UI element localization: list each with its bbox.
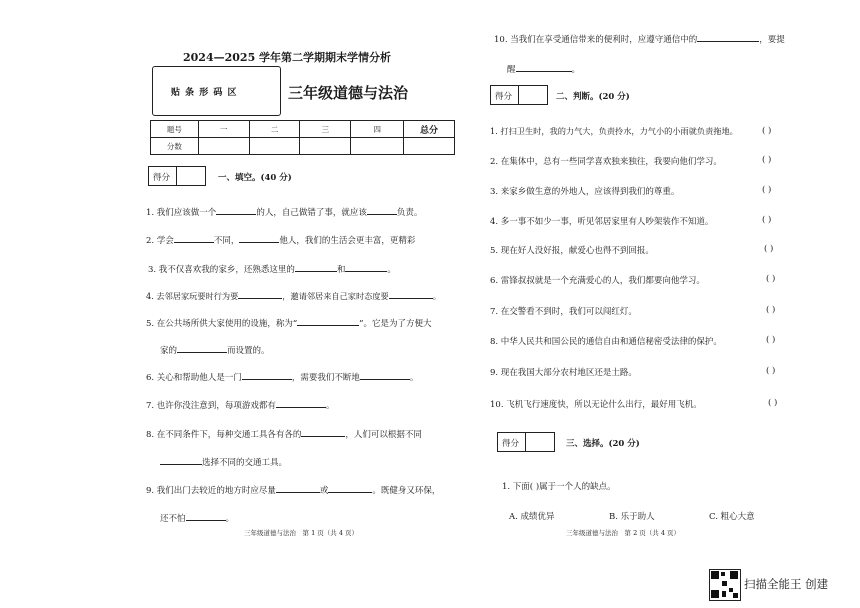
fill-question-2 xyxy=(146,233,415,246)
score-input-cell[interactable] xyxy=(249,138,300,155)
judge-question-10: 10. 飞机飞行速度快，所以无论什么出行，最好用飞机。 xyxy=(490,400,702,410)
question-text: 。 xyxy=(432,291,441,301)
question-text: ”。它是为了方便大 xyxy=(359,319,432,329)
question-text: 。 xyxy=(325,401,335,411)
answer-blank[interactable] xyxy=(301,427,345,437)
judge-answer-paren[interactable]: ( ) xyxy=(762,185,772,195)
answer-blank[interactable] xyxy=(360,370,410,380)
question-text: 。 xyxy=(225,514,235,524)
judge-question-6: 6. 雷锋叔叔就是一个充满爱心的人，我们都要向他学习。 xyxy=(490,276,705,286)
answer-blank[interactable] xyxy=(238,289,282,299)
answer-blank[interactable] xyxy=(697,32,759,42)
question-text: 家的 xyxy=(160,346,178,356)
judge-question-9: 9. 现在我国大部分农村地区还是土路。 xyxy=(490,368,637,378)
question-text: ，人们可以根据不同 xyxy=(345,430,422,440)
choice-question-1: 1. 下面( )属于一个人的缺点。 xyxy=(502,482,616,492)
answer-blank[interactable] xyxy=(276,483,320,493)
score-table-cell: 四 xyxy=(351,121,404,138)
fill-question-8-line2 xyxy=(160,455,287,468)
qr-code-icon xyxy=(709,569,741,601)
fill-question-6 xyxy=(146,370,418,383)
question-text: 。 xyxy=(387,265,396,275)
score-table-score-row xyxy=(151,138,455,155)
score-table-cell: 分数 xyxy=(151,138,199,155)
fill-question-10-line2 xyxy=(507,62,580,75)
question-text: ，要提 xyxy=(759,35,785,45)
score-table-cell: 一 xyxy=(198,121,249,138)
question-text: 不同， xyxy=(213,236,240,246)
question-text: 还不怕 xyxy=(160,514,186,524)
question-text: 1. 我们应该做一个 xyxy=(146,208,217,218)
judge-question-2: 2. 在集体中，总有一些同学喜欢独来独往，我要向他们学习。 xyxy=(490,157,722,167)
question-text: 。 xyxy=(409,373,419,383)
question-text: 4. 去邻居家玩要时行为要 xyxy=(146,291,239,301)
section3-title: 三、选择。(20 分) xyxy=(566,439,640,449)
answer-blank[interactable] xyxy=(239,233,279,243)
score-table xyxy=(150,120,455,155)
section2-title: 二、判断。(20 分) xyxy=(556,92,630,102)
question-text: 。既健身又环保， xyxy=(372,486,441,496)
question-text: 和 xyxy=(336,265,346,275)
section1-score-box xyxy=(148,166,206,186)
judge-answer-paren[interactable]: ( ) xyxy=(768,398,778,408)
answer-blank[interactable] xyxy=(177,343,227,353)
fill-question-5 xyxy=(146,316,432,329)
answer-blank[interactable] xyxy=(328,483,372,493)
question-text: 7. 也许你没注意到，每项游戏都有 xyxy=(146,401,276,411)
exam-title: 2024—2025 学年第二学期期末学情分析 xyxy=(183,51,392,64)
section1-title: 一、填空。(40 分) xyxy=(218,173,292,183)
answer-blank[interactable] xyxy=(295,262,337,272)
question-text: 负责。 xyxy=(396,208,423,218)
question-text: 的人，自己做错了事，就应该 xyxy=(256,208,367,218)
answer-blank[interactable] xyxy=(242,370,292,380)
judge-question-8: 8. 中华人民共和国公民的通信自由和通信秘密受法律的保护。 xyxy=(490,337,722,347)
barcode-area xyxy=(152,66,281,116)
judge-answer-paren[interactable]: ( ) xyxy=(762,126,772,136)
judge-question-4: 4. 多一事不如少一事，听见邻居家里有人吵架装作不知道。 xyxy=(490,217,714,227)
question-text: 他人，我们的生活会更丰富，更精彩 xyxy=(279,236,416,246)
answer-blank[interactable] xyxy=(186,511,226,521)
question-text: 8. 在不同条件下，每种交通工具各有各的 xyxy=(146,430,302,440)
answer-blank[interactable] xyxy=(174,233,214,243)
question-text: 选择不同的交通工具。 xyxy=(202,458,288,468)
question-text: ，邀请邻居来自己家时态度要 xyxy=(282,291,389,301)
judge-question-5: 5. 现在好人没好报，献爱心也得不到回报。 xyxy=(490,246,654,256)
page-footer-left: 三年级道德与法治 第 1 页（共 4 页） xyxy=(244,529,359,537)
score-input-cell[interactable] xyxy=(300,138,351,155)
judge-answer-paren[interactable]: ( ) xyxy=(764,244,774,254)
score-table-cell: 二 xyxy=(249,121,300,138)
question-text: 3. 我不仅喜欢我的家乡，还熟悉这里的 xyxy=(148,265,295,275)
section2-score-box xyxy=(490,85,548,105)
score-box-label: 得分 xyxy=(502,439,520,449)
score-table-cell: 三 xyxy=(300,121,351,138)
choice-option-b[interactable]: B. 乐于助人 xyxy=(609,512,655,522)
choice-option-c[interactable]: C. 粗心大意 xyxy=(709,512,755,522)
fill-question-9 xyxy=(146,483,440,496)
answer-blank[interactable] xyxy=(160,455,202,465)
score-input-cell[interactable] xyxy=(198,138,249,155)
fill-question-1 xyxy=(146,205,422,218)
question-text: 而设置的。 xyxy=(227,346,270,356)
judge-answer-paren[interactable]: ( ) xyxy=(766,366,776,376)
score-box-label: 得分 xyxy=(495,92,513,102)
fill-question-5-line2 xyxy=(160,343,270,356)
barcode-area-label: 贴 条 形 码 区 xyxy=(171,88,238,98)
question-text: 5. 在公共场所供大家使用的设施，称为“ xyxy=(146,319,298,329)
score-table-cell: 总分 xyxy=(404,121,455,138)
judge-answer-paren[interactable]: ( ) xyxy=(766,335,776,345)
answer-blank[interactable] xyxy=(367,205,397,215)
judge-question-1: 1. 打扫卫生时，我的力气大，负责拎水，力气小的小雨就负责拖地。 xyxy=(490,126,738,136)
subject-title: 三年级道德与法治 xyxy=(288,84,409,102)
judge-answer-paren[interactable]: ( ) xyxy=(766,305,776,315)
judge-question-3: 3. 来家乡做生意的外地人，应该得到我们的尊重。 xyxy=(490,187,680,197)
question-text: 6. 关心和帮助他人是一门 xyxy=(146,373,242,383)
question-text: 或 xyxy=(319,486,329,496)
judge-answer-paren[interactable]: ( ) xyxy=(766,274,776,284)
fill-question-8 xyxy=(146,427,422,440)
judge-answer-paren[interactable]: ( ) xyxy=(762,215,772,225)
judge-question-7: 7. 在交警看不到时，我们可以闯红灯。 xyxy=(490,307,637,317)
question-text: ，需要我们不断地 xyxy=(291,373,360,383)
score-table-cell: 题号 xyxy=(151,121,199,138)
question-text: 。 xyxy=(571,65,581,75)
question-text: 2. 学会 xyxy=(146,236,174,246)
answer-blank[interactable] xyxy=(276,398,326,408)
score-input-cell[interactable] xyxy=(404,138,455,155)
answer-blank[interactable] xyxy=(389,289,433,299)
answer-blank[interactable] xyxy=(216,205,256,215)
question-text: 醒 xyxy=(507,65,516,75)
fill-question-9-line2 xyxy=(160,511,234,524)
question-text: 9. 我们出门去较近的地方时应尽量 xyxy=(146,486,276,496)
score-box-label: 得分 xyxy=(153,173,171,183)
page-footer-right: 三年级道德与法治 第 2 页（共 4 页） xyxy=(566,529,681,537)
answer-blank[interactable] xyxy=(345,262,387,272)
fill-question-7 xyxy=(146,398,334,411)
answer-blank[interactable] xyxy=(297,316,359,326)
fill-question-3 xyxy=(148,262,396,275)
score-table-header-row xyxy=(151,121,455,138)
choice-option-a[interactable]: A. 成绩优异 xyxy=(509,512,555,522)
score-input-cell[interactable] xyxy=(351,138,404,155)
answer-blank[interactable] xyxy=(516,62,572,72)
fill-question-4 xyxy=(146,289,441,302)
section3-score-box xyxy=(497,432,555,452)
question-text: 10. 当我们在享受通信带来的便利时，应遵守通信中的 xyxy=(494,35,698,45)
watermark-text: 扫描全能王 创建 xyxy=(744,577,829,591)
judge-answer-paren[interactable]: ( ) xyxy=(762,155,772,165)
fill-question-10 xyxy=(494,32,785,45)
